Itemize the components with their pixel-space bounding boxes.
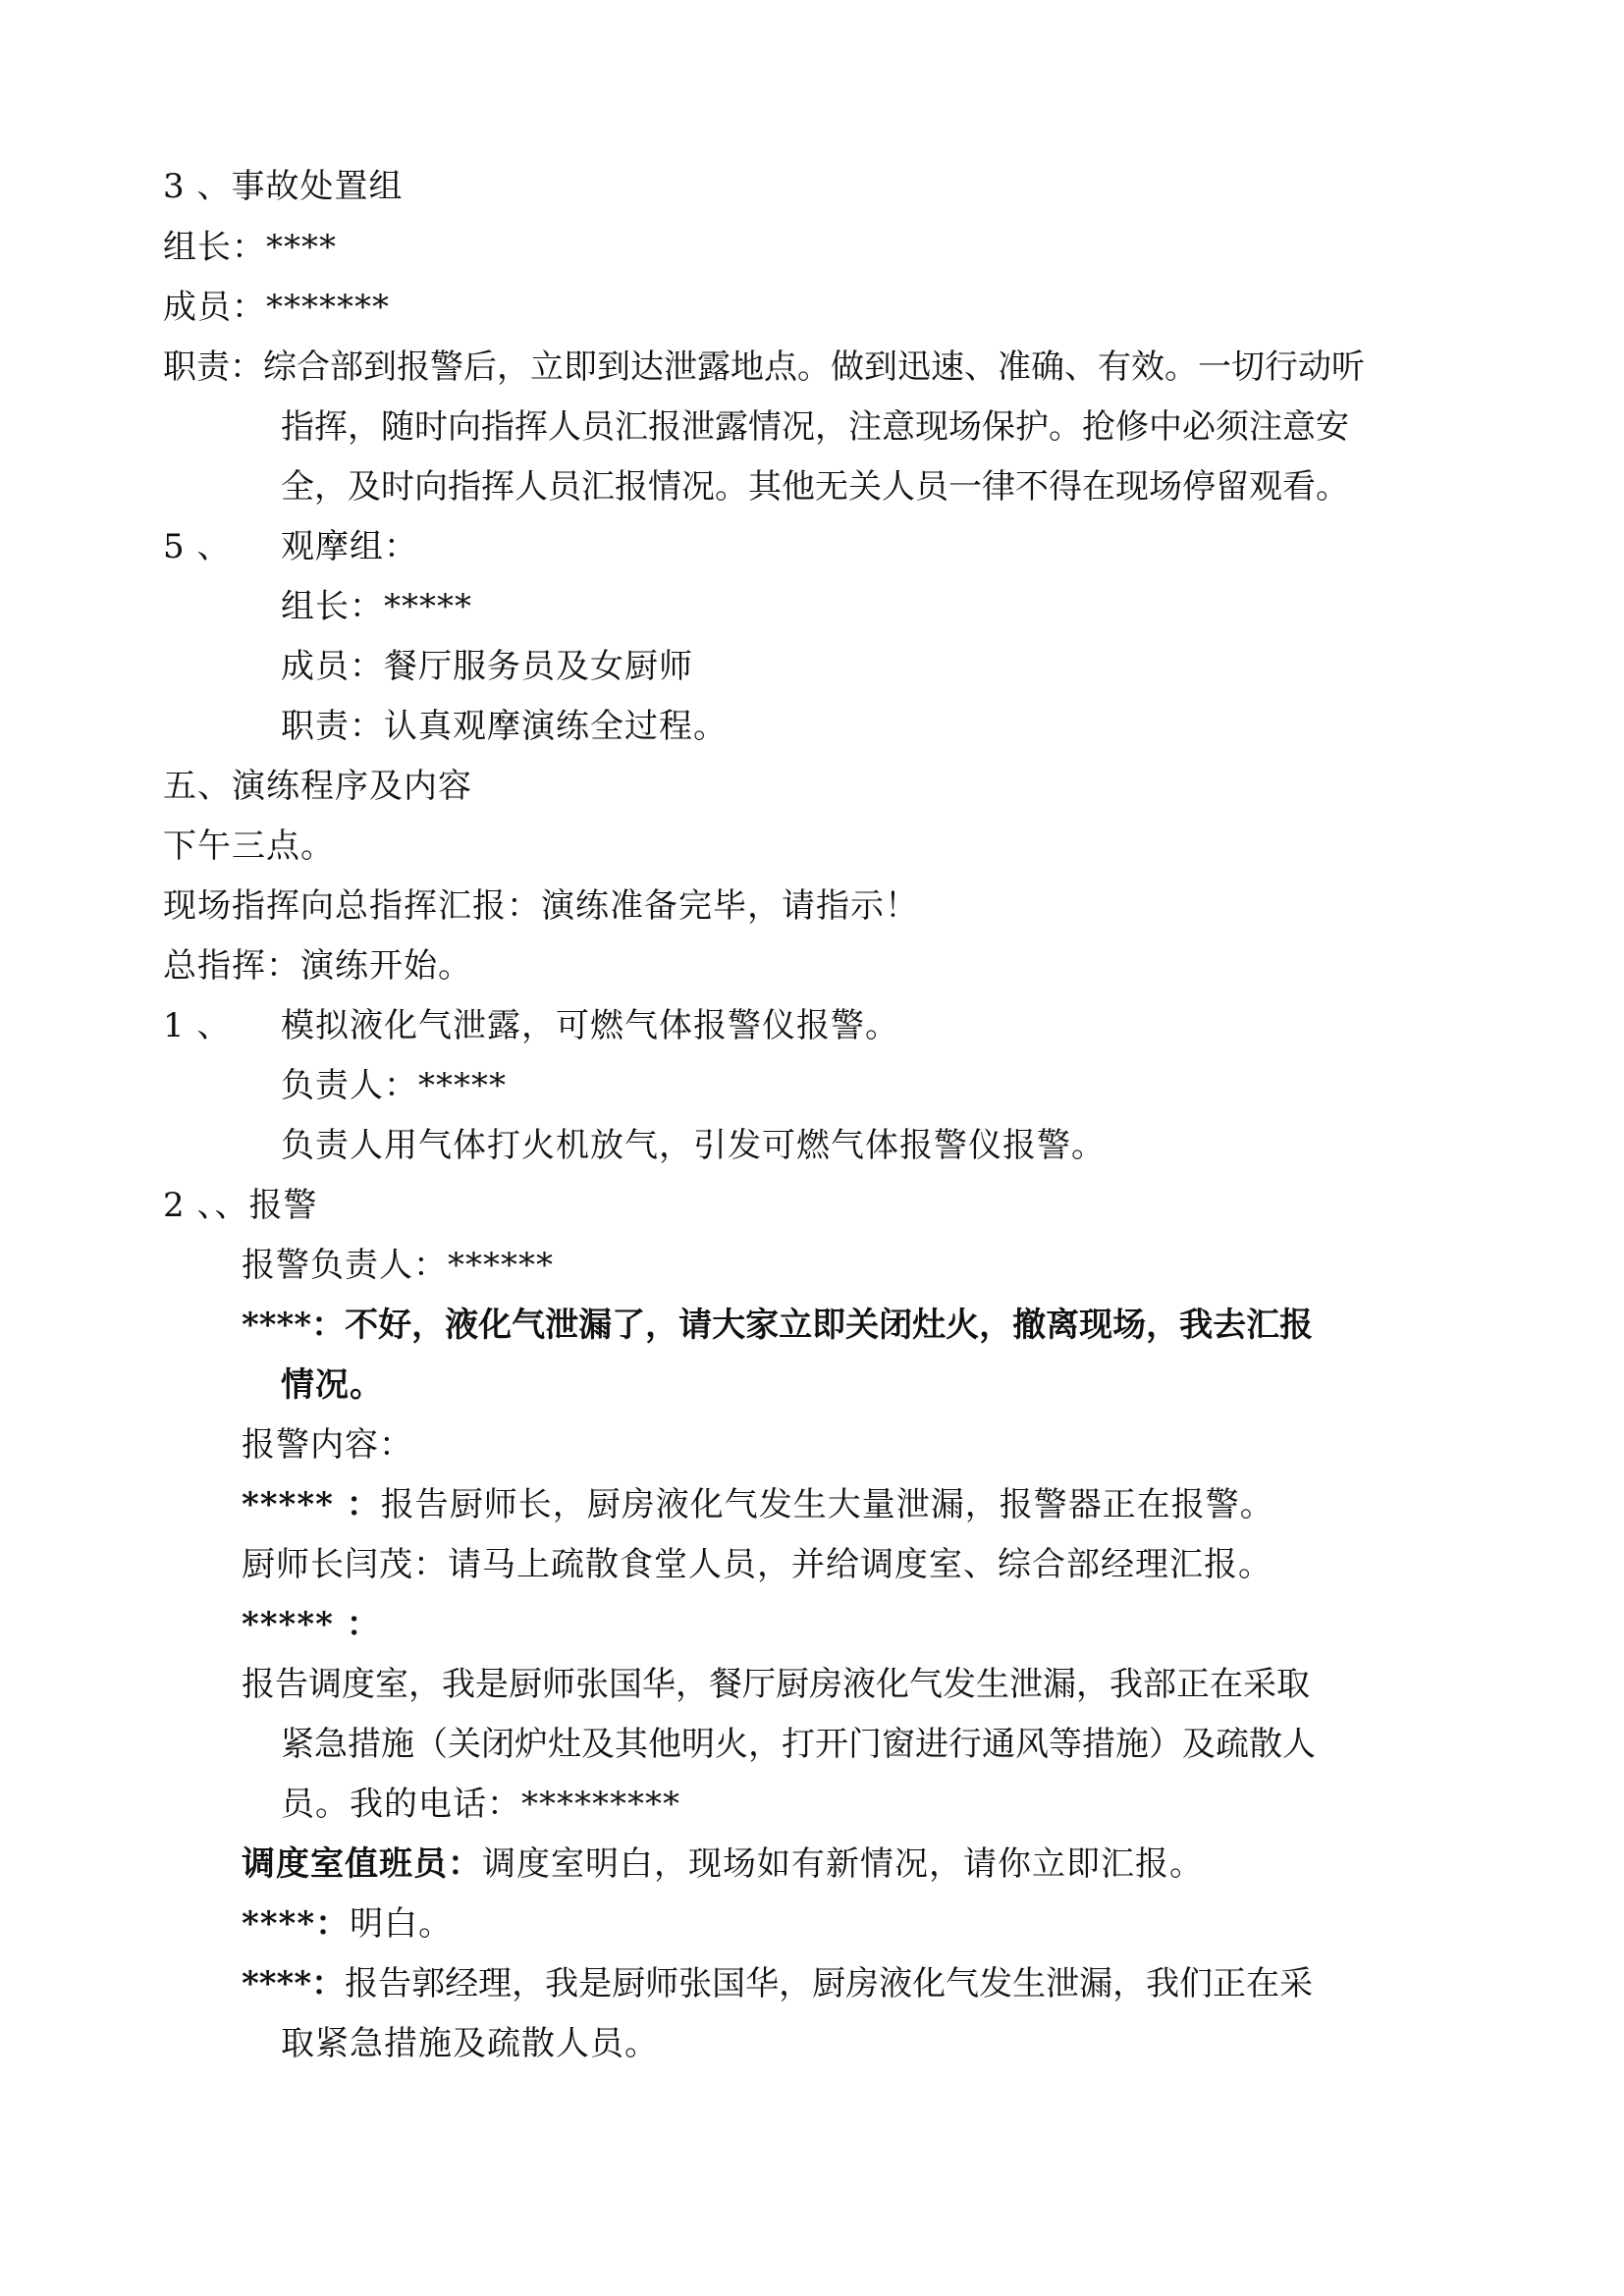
ack [242, 1904, 453, 1944]
step1-title: 模拟液化气泄露，可燃气体报警仪报警。 [281, 1006, 899, 1045]
report2-line1: 报告调度室，我是厨师张国华，餐厅厨房液化气发生泄漏，我部正在采取 [242, 1665, 1310, 1704]
procedure-start: 总指挥：演练开始。 [163, 946, 472, 986]
procedure-time: 下午三点。 [163, 827, 335, 866]
group5-members: 成员：餐厅服务员及女厨师 [281, 647, 693, 686]
group3-duty-line3: 全，及时向指挥人员汇报情况。其他无关人员一律不得在现场停留观看。 [281, 467, 1349, 507]
group3-heading: 3 、事故处置组 [163, 167, 404, 206]
group3-leader: 组长：**** [163, 228, 337, 267]
chef-reply: 厨师长闫茂：请马上疏散食堂人员，并给调度室、综合部经理汇报。 [242, 1545, 1272, 1584]
group3-members: 成员：******* [163, 288, 390, 327]
report3-text-line1: 报告郭经理，我是厨师张国华，厨房液化气发生泄漏，我们正在采 [345, 1964, 1314, 2003]
group5-heading: 观摩组： [281, 527, 418, 566]
procedure-report: 现场指挥向总指挥汇报：演练准备完毕，请指示！ [163, 886, 919, 926]
step2-title: 2 、、报警 [163, 1186, 318, 1225]
report1 [242, 1485, 1274, 1524]
report1-speaker: ***** ： [242, 1485, 381, 1524]
report2-line2: 紧急措施（关闭炉灶及其他明火，打开门窗进行通风等措施）及疏散人 [281, 1725, 1316, 1764]
dispatch-reply [242, 1844, 1204, 1884]
group5-duty: 职责：认真观摩演练全过程。 [281, 707, 728, 746]
alarm-content-label: 报警内容： [242, 1425, 413, 1465]
step1-number: 1 、 [163, 1006, 232, 1045]
dispatch-text: 调度室明白，现场如有新情况，请你立即汇报。 [482, 1844, 1204, 1884]
step2-owner: 报警负责人：****** [242, 1246, 554, 1285]
group5-number: 5 、 [163, 527, 232, 566]
alarm-text-line1: 不好，液化气泄漏了，请大家立即关闭灶火，撤离现场，我去汇报 [345, 1306, 1314, 1345]
group5-leader: 组长：***** [281, 587, 472, 626]
alarm-speaker: ****： [242, 1306, 346, 1345]
report2-speaker: ***** ： [242, 1605, 381, 1644]
report3-speaker: ****： [242, 1964, 346, 2003]
report1-text: 报告厨师长，厨房液化气发生大量泄漏，报警器正在报警。 [380, 1485, 1274, 1524]
ack-text: 明白。 [350, 1904, 454, 1944]
alarm-statement-line1 [242, 1306, 1313, 1345]
procedure-heading: 五、演练程序及内容 [163, 767, 472, 806]
report3-line1 [242, 1964, 1313, 2003]
report3-line2: 取紧急措施及疏散人员。 [281, 2024, 659, 2063]
dispatch-speaker: 调度室值班员： [242, 1844, 482, 1884]
step1-owner: 负责人：***** [281, 1066, 507, 1105]
step1-action: 负责人用气体打火机放气，引发可燃气体报警仪报警。 [281, 1126, 1106, 1165]
ack-speaker: ****： [242, 1904, 351, 1944]
group3-duty-line1: 职责：综合部到报警后，立即到达泄露地点。做到迅速、准确、有效。一切行动听 [163, 347, 1365, 387]
group3-duty-line2: 指挥，随时向指挥人员汇报泄露情况，注意现场保护。抢修中必须注意安 [281, 407, 1349, 447]
alarm-statement-line2: 情况。 [281, 1365, 384, 1405]
report2-line3: 员。我的电话：********* [281, 1785, 680, 1824]
